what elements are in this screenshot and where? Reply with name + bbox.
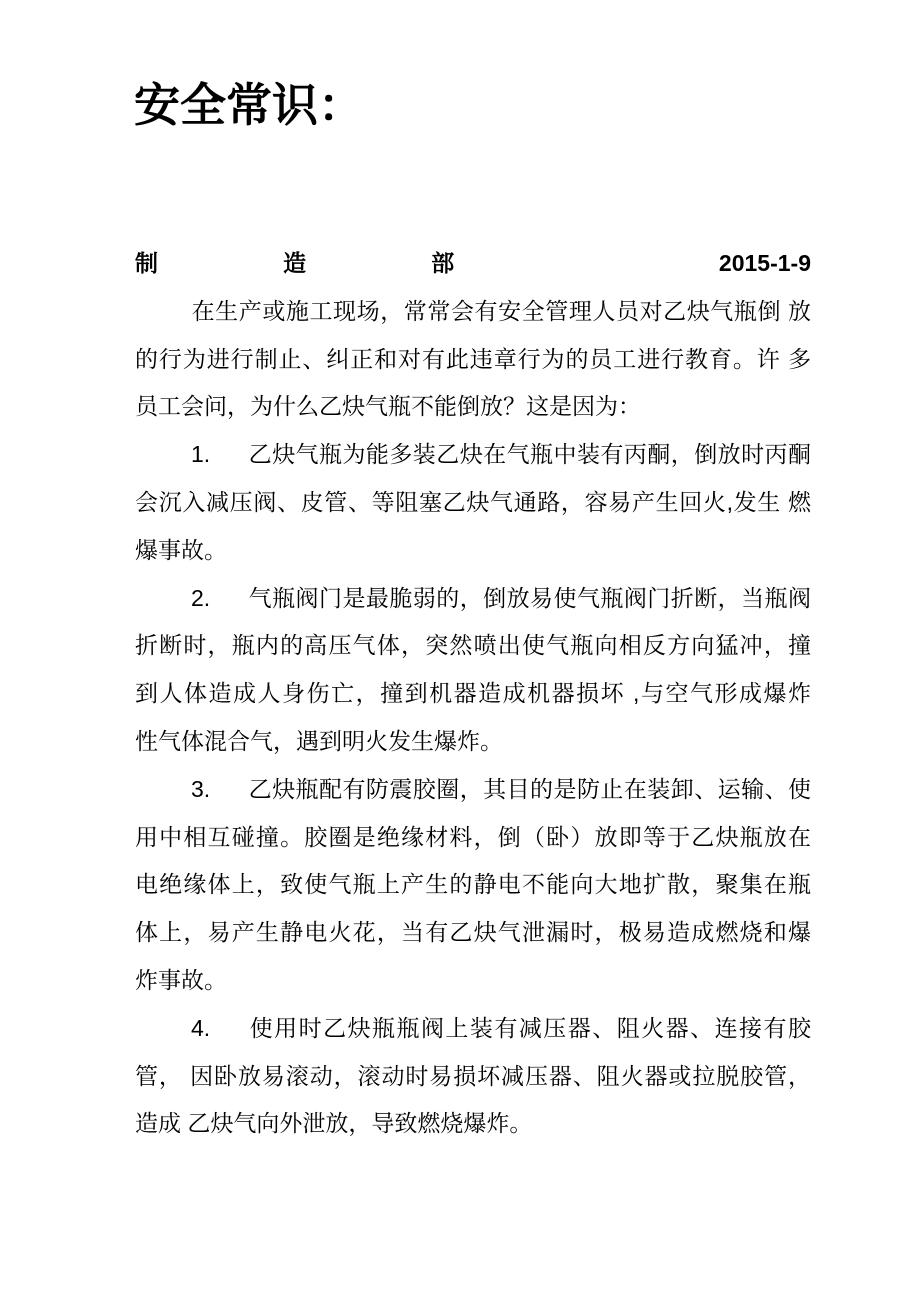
text-line: 的行为进行制止、纠正和对有此违章行为的员工进行教育。许 多 xyxy=(135,345,811,372)
number-gap xyxy=(210,605,248,606)
text-line: 性气体混合气，遇到明火发生爆炸。 xyxy=(135,727,503,754)
item-number: 2. xyxy=(191,584,211,611)
date-line: 制造部 2015-1-9 xyxy=(135,250,811,276)
text-line: 到人体造成人身伤亡，撞到机器造成机器损坏 ,与空气形成爆炸 xyxy=(135,680,811,707)
paragraphs-container xyxy=(135,288,811,1148)
text-line: 爆事故。 xyxy=(135,536,227,563)
number-gap xyxy=(210,796,248,797)
item-number: 1. xyxy=(191,441,211,468)
text-line: 3. 乙炔瓶配有防震胶圈，其目的是防止在装卸、运输、使 xyxy=(135,766,811,814)
text-line: 电绝缘体上，致使气瓶上产生的静电不能向大地扩散，聚集在瓶 xyxy=(135,871,811,898)
first-line-indent xyxy=(135,1035,191,1036)
text-line: 员工会问，为什么乙炔气瓶不能倒放？这是因为： xyxy=(135,393,641,420)
text-line: 1. 乙炔气瓶为能多装乙炔在气瓶中装有丙酮，倒放时丙酮 xyxy=(135,431,811,479)
first-line-indent xyxy=(135,318,191,319)
text-line: 炸事故。 xyxy=(135,966,227,993)
text-line: 2. 气瓶阀门是最脆弱的，倒放易使气瓶阀门折断，当瓶阀 xyxy=(135,575,811,623)
text-line: 造成 乙炔气向外泄放，导致燃烧爆炸。 xyxy=(135,1110,533,1137)
item-number: 3. xyxy=(191,775,211,802)
text-line: 管， 因卧放易滚动，滚动时易损坏减压器、阻火器或拉脱胶管， xyxy=(135,1062,811,1089)
paragraph-item-1 xyxy=(135,431,811,574)
text-line: 会沉入减压阀、皮管、等阻塞乙炔气通路，容易产生回火,发生 燃 xyxy=(135,488,811,515)
first-line-indent xyxy=(135,796,191,797)
number-gap xyxy=(210,1035,248,1036)
text-line: 4. 使用时乙炔瓶瓶阀上装有减压器、阻火器、连接有胶 xyxy=(135,1005,811,1053)
document-title: 安全常识： xyxy=(134,80,364,131)
paragraph-item-2 xyxy=(135,575,811,766)
document-body xyxy=(135,240,811,1148)
text-line: 体上，易产生静电火花，当有乙炔气泄漏时，极易造成燃烧和爆 xyxy=(135,919,811,946)
number-gap xyxy=(210,461,248,462)
paragraph-item-4 xyxy=(135,1005,811,1148)
text-line: 折断时，瓶内的高压气体，突然喷出使气瓶向相反方向猛冲，撞 xyxy=(135,632,811,659)
first-line-indent xyxy=(135,461,191,462)
text-line: 在生产或施工现场，常常会有安全管理人员对乙炔气瓶倒 放 xyxy=(135,288,811,336)
first-line-indent xyxy=(135,605,191,606)
paragraph-intro xyxy=(135,288,811,431)
item-number: 4. xyxy=(191,1014,211,1041)
paragraph-item-3 xyxy=(135,766,811,1005)
text-line: 用中相互碰撞。胶圈是绝缘材料，倒（卧）放即等于乙炔瓶放在 xyxy=(135,823,811,850)
